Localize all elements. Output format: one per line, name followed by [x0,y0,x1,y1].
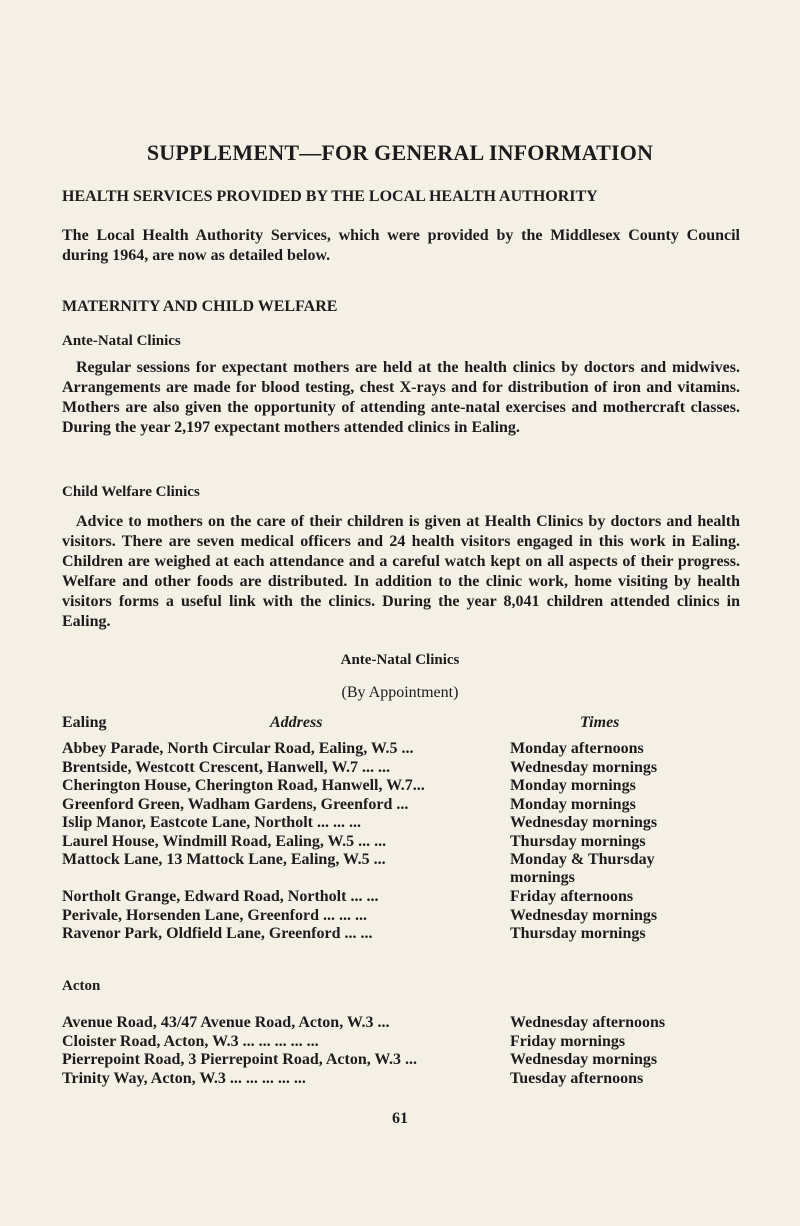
clinic-address: Laurel House, Windmill Road, Ealing, W.5 ... ... [62,832,387,850]
table-row [62,1014,740,1033]
clinic-address: Greenford Green, Wadham Gardens, Greenford ... [62,795,409,813]
table-title: Ante-Natal Clinics [340,652,460,668]
clinic-address: Mattock Lane, 13 Mattock Lane, Ealing, W.5 ... [62,851,386,868]
table-row [62,888,740,907]
clinic-time: Monday mornings [510,795,636,813]
clinic-time: Friday afternoons [510,888,634,905]
clinic-time: Wednesday afternoons [510,1014,666,1031]
intro-paragraph: The Local Health Authority Services, which were provided by the Middlesex County Council during 1964, are now as detailed below. [62,227,740,264]
column-header-area: Ealing [62,714,107,731]
antenatal-paragraph: Regular sessions for expectant mothers are held at the health clinics by doctors and midwives. Arrangements are made for blood testing, chest X-rays and for distribution of iron and vitamins. Mothers are also given the opportunity of attending ante-natal exercises and mothercraft classes. During the year 2,197 expectant mothers attended clinics in Ealing. [62,359,740,436]
table-row [62,1033,740,1052]
ealing-clinic-list [62,740,740,944]
section-subtitle: HEALTH SERVICES PROVIDED BY THE LOCAL HEALTH AUTHORITY [62,188,598,205]
clinic-address: Trinity Way, Acton, W.3 ... ... ... ... ... [62,1069,306,1087]
clinic-address: Pierrepoint Road, 3 Pierrepoint Road, Acton, W.3 ... [62,1051,417,1068]
clinic-time: Monday mornings [510,777,636,794]
clinic-address: Cloister Road, Acton, W.3 ... ... ... ... ... [62,1032,319,1050]
clinic-time: Thursday mornings [510,832,646,850]
clinic-address: Perivale, Horsenden Lane, Greenford ... ... ... [62,906,367,924]
table-row [62,925,740,944]
clinic-time: Wednesday mornings [510,758,658,776]
table-row [62,740,740,759]
child-welfare-heading: Child Welfare Clinics [62,484,200,500]
table-row [62,1051,740,1070]
clinic-time: Monday afternoons [510,740,644,757]
acton-heading: Acton [62,978,101,994]
clinic-time: Friday mornings [510,1032,626,1050]
table-row [62,777,740,796]
clinic-address: Brentside, Westcott Crescent, Hanwell, W.7 ... ... [62,758,390,776]
clinic-address: Avenue Road, 43/47 Avenue Road, Acton, W.3 ... [62,1014,390,1031]
table-row [62,1070,740,1089]
clinic-time: Wednesday mornings [510,1051,658,1068]
table-row [62,833,740,852]
clinic-address: Islip Manor, Eastcote Lane, Northolt ... ... ... [62,814,361,831]
table-row [62,907,740,926]
page-number: 61 [392,1110,408,1127]
clinic-time: Wednesday mornings [510,906,658,924]
clinic-address: Cherington House, Cherington Road, Hanwell, W.7... [62,777,425,794]
table-row [62,796,740,815]
clinic-time: Wednesday mornings [510,814,658,831]
table-row [62,814,740,833]
column-header-times: Times [580,714,620,731]
table-subtitle: (By Appointment) [341,684,459,701]
table-row [62,851,740,888]
maternity-heading: MATERNITY AND CHILD WELFARE [62,298,338,315]
child-welfare-paragraph: Advice to mothers on the care of their children is given at Health Clinics by doctors and health visitors. There are seven medical officers and 24 health visitors engaged in this work in Ealing. Children are weighed at each attendance and a careful watch kept on all aspects of their progress. Welfare and other foods are distributed. In addition to the clinic work, home visiting by health visitors forms a useful link with the clinics. During the year 8,041 children attended clinics in Ealing. [62,513,740,630]
clinic-time: Thursday mornings [510,925,646,942]
clinic-address: Abbey Parade, North Circular Road, Ealing, W.5 ... [62,740,414,757]
clinic-address: Northolt Grange, Edward Road, Northolt ... ... [62,888,379,905]
clinic-address: Ravenor Park, Oldfield Lane, Greenford ... ... [62,925,373,942]
clinic-time: Tuesday afternoons [510,1069,644,1087]
antenatal-heading: Ante-Natal Clinics [62,333,181,349]
clinic-time: Monday & Thursday mornings [510,851,655,886]
column-header-address: Address [270,714,323,731]
table-row [62,759,740,778]
acton-clinic-list [62,1014,740,1088]
page-title: SUPPLEMENT—FOR GENERAL INFORMATION [146,140,654,165]
